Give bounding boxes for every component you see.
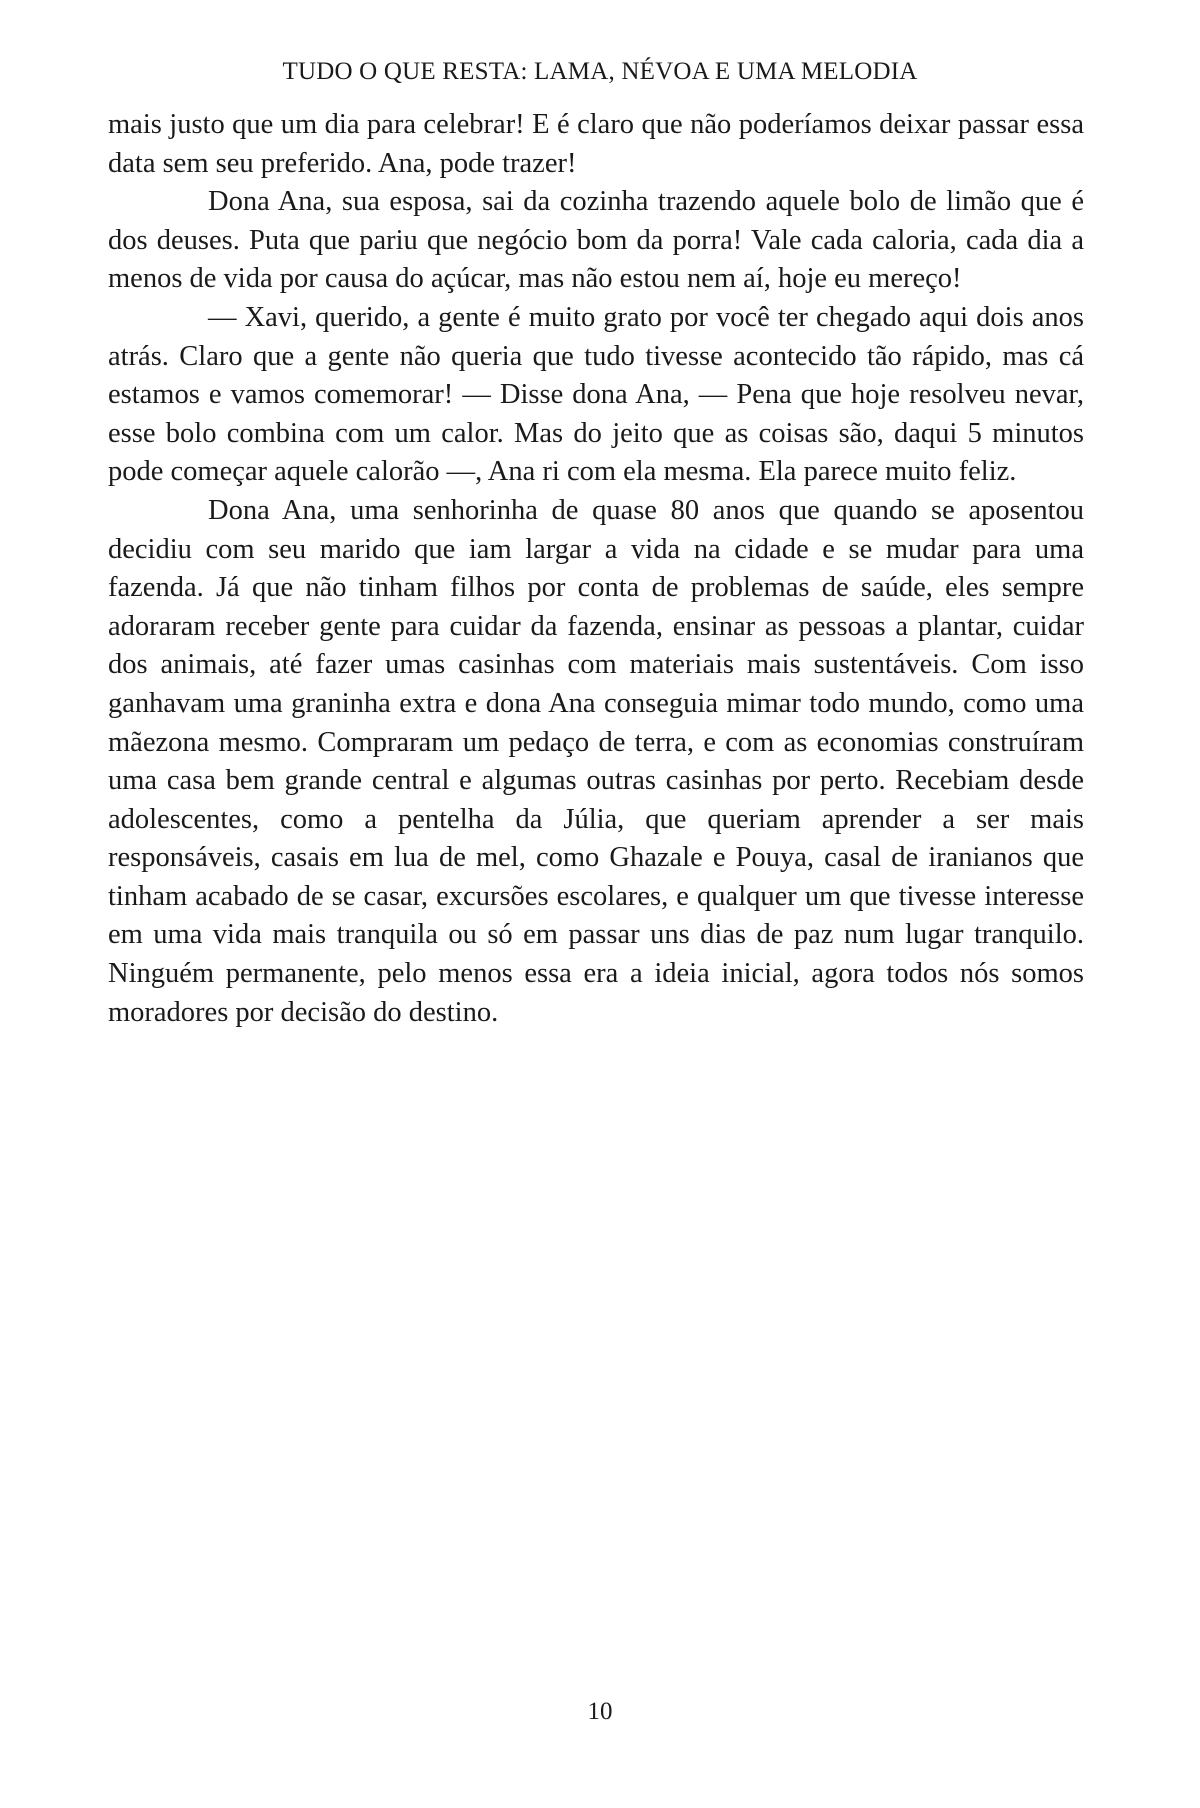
paragraph-continuation: mais justo que um dia para celebrar! E é claro que não poderíamos deixar passar essa data sem seu preferido. Ana, pode trazer! xyxy=(108,109,1084,179)
page-number: 10 xyxy=(587,1698,613,1725)
paragraph-fazenda-history: Dona Ana, uma senhorinha de quase 80 anos que quando se aposentou decidiu com seu marido que iam largar a vida na cidade e se mudar para uma fazenda. Já que não tinham filhos por conta de problemas de saúde, eles sempre adoraram receber gente para cuidar da fazenda, ensinar as pessoas a plantar, cuidar dos animais, até fazer umas casinhas com materiais mais sustentáveis. Com isso ganhavam uma graninha extra e dona Ana conseguia mimar todo mundo, como uma mãezona mesmo. Compraram um pedaço de terra, e com as economias construíram uma casa bem grande central e algumas outras casinhas por perto. Recebiam desde adolescentes, como a pentelha da Júlia, que queriam aprender a ser mais responsáveis, casais em lua de mel, como Ghazale e Pouya, casal de iranianos que tinham acabado de se casar, excursões escolares, e qualquer um que tivesse interesse em uma vida mais tranquila ou só em passar uns dias de paz num lugar tranquilo. Ninguém permanente, pelo menos essa era a ideia inicial, agora todos nós somos moradores por decisão do destino. xyxy=(108,494,1084,1028)
running-header: TUDO O QUE RESTA: LAMA, NÉVOA E UMA MELODIA xyxy=(282,58,918,85)
paragraph-dona-ana-bolo: Dona Ana, sua esposa, sai da cozinha trazendo aquele bolo de limão que é dos deuses. Puta que pariu que negócio bom da porra! Vale cada caloria, cada dia a menos de vida por causa do açúcar, mas não estou nem aí, hoje eu mereço! xyxy=(108,186,1084,295)
paragraph-dialogue-xavi: — Xavi, querido, a gente é muito grato por você ter chegado aqui dois anos atrás. Claro que a gente não queria que tudo tivesse acontecido tão rápido, mas cá estamos e vamos comemorar! — Disse dona Ana, — Pena que hoje resolveu nevar, esse bolo combina com um calor. Mas do jeito que as coisas são, daqui 5 minutos pode começar aquele calorão —, Ana ri com ela mesma. Ela parece muito feliz. xyxy=(108,301,1084,488)
page-body-text xyxy=(108,106,1084,1032)
